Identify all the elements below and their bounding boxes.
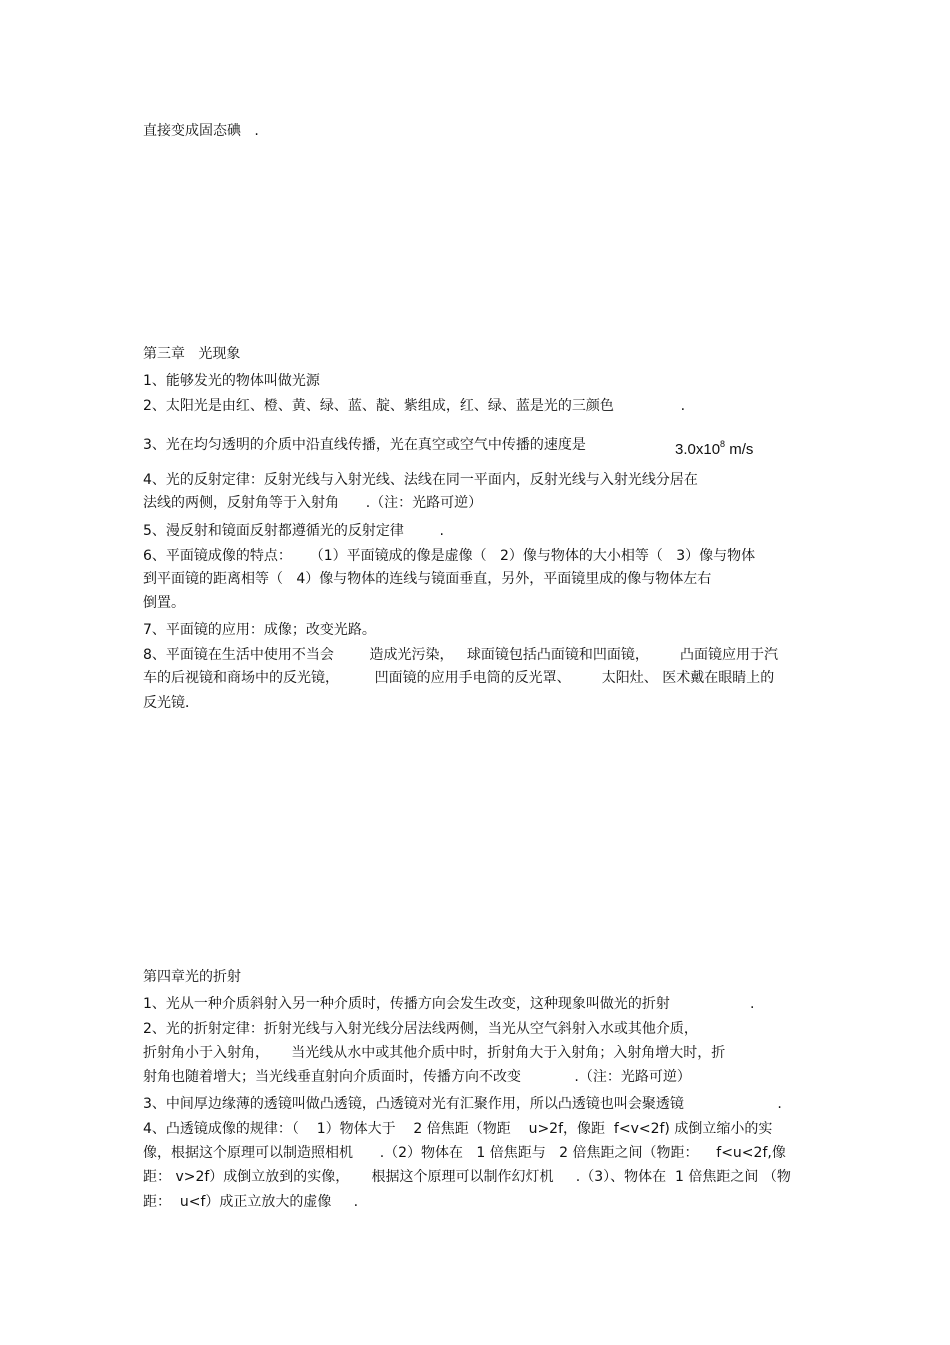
carry-over-line: 直接变成固态碘 . <box>143 123 259 139</box>
chapter-3-title: 第三章 光现象 <box>143 346 241 362</box>
chapter-4-item-4-line-2: 像，根据这个原理可以制造照相机 .（2）物体在 1 倍焦距与 2 倍焦距之间（物距： f<u<2f,像 <box>143 1145 786 1161</box>
chapter-3-item-7: 7、平面镜的应用：成像；改变光路。 <box>143 622 376 638</box>
speed-unit: m/s <box>725 441 754 458</box>
chapter-4-item-2-line-3: 射角也随着增大；当光线垂直射向介质面时，传播方向不改变 .（注：光路可逆） <box>143 1069 691 1085</box>
chapter-3-item-4-line-2: 法线的两侧，反射角等于入射角 .（注：光路可逆） <box>143 495 483 511</box>
chapter-3-item-4-line-1: 4、光的反射定律：反射光线与入射光线、法线在同一平面内，反射光线与入射光线分居在 <box>143 472 698 488</box>
speed-of-light-value <box>675 435 753 459</box>
chapter-3-item-1: 1、能够发光的物体叫做光源 <box>143 373 320 389</box>
chapter-4-title: 第四章光的折射 <box>143 969 241 985</box>
chapter-4-item-4-line-3: 距： v>2f）成倒立放到的实像， 根据这个原理可以制作幻灯机 .（3）、物体在 1 倍焦距之间 （物 <box>143 1169 791 1185</box>
chapter-4-item-4-line-4: 距： u<f）成正立放大的虚像 . <box>143 1194 359 1210</box>
chapter-3-item-8-line-2: 车的后视镜和商场中的反光镜， 凹面镜的应用手电筒的反光罩、 太阳灶、 医术戴在眼睛上的 <box>143 670 775 686</box>
chapter-4-item-1: 1、光从一种介质斜射入另一种介质时，传播方向会发生改变，这种现象叫做光的折射 . <box>143 996 755 1012</box>
chapter-3-item-6-line-3: 倒置。 <box>143 595 185 611</box>
speed-exponent: 8 <box>720 439 726 449</box>
speed-mantissa: 3.0x10 <box>675 441 721 458</box>
chapter-4-item-3: 3、中间厚边缘薄的透镜叫做凸透镜，凸透镜对光有汇聚作用，所以凸透镜也叫会聚透镜 . <box>143 1096 782 1112</box>
chapter-3-item-8-line-1: 8、平面镜在生活中使用不当会 造成光污染， 球面镜包括凸面镜和凹面镜， 凸面镜应用于汽 <box>143 647 779 663</box>
chapter-3-item-8-line-3: 反光镜． <box>143 695 199 711</box>
chapter-3-item-6-line-1: 6、平面镜成像的特点： （1）平面镜成的像是虚像（ 2）像与物体的大小相等（ 3）像与物体 <box>143 548 756 564</box>
chapter-3-item-5: 5、漫反射和镜面反射都遵循光的反射定律 . <box>143 523 444 539</box>
chapter-4-item-2-line-1: 2、光的折射定律：折射光线与入射光线分居法线两侧，当光从空气斜射入水或其他介质， <box>143 1021 698 1037</box>
chapter-4-item-4-line-1: 4、凸透镜成像的规律：（ 1）物体大于 2 倍焦距（物距 u>2f，像距 f<v<2f) 成倒立缩小的实 <box>143 1121 773 1137</box>
chapter-3-item-6-line-2: 到平面镜的距离相等（ 4）像与物体的连线与镜面垂直，另外，平面镜里成的像与物体左右 <box>143 571 712 587</box>
chapter-3-item-2: 2、太阳光是由红、橙、黄、绿、蓝、靛、紫组成，红、绿、蓝是光的三颜色 . <box>143 398 686 414</box>
chapter-4-item-2-line-2: 折射角小于入射角， 当光线从水中或其他介质中时，折射角大于入射角；入射角增大时，折 <box>143 1045 726 1061</box>
chapter-3-item-3: 3、光在均匀透明的介质中沿直线传播，光在真空或空气中传播的速度是 <box>143 437 586 453</box>
